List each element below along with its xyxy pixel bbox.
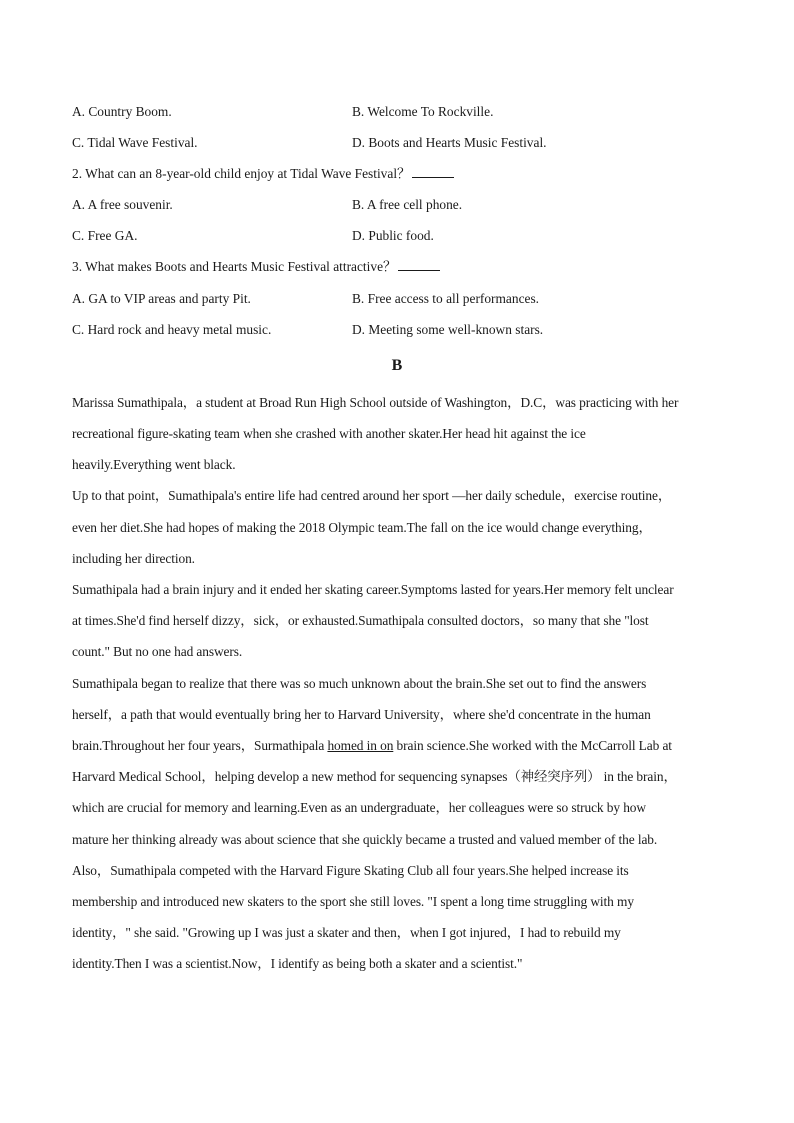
q2-option-b: B. A free cell phone. <box>352 197 463 212</box>
q3-option-a: A. GA to VIP areas and party Pit. <box>72 291 251 306</box>
q2-option-d: D. Public food. <box>352 228 434 243</box>
q2-options-row-2 <box>72 227 732 245</box>
passage-line: including her direction. <box>72 551 195 566</box>
passage-line: Marissa Sumathipala，a student at Broad Run High School outside of Washington，D.C，was practicing with her <box>72 395 679 410</box>
q1-option-a: A. Country Boom. <box>72 104 172 119</box>
passage-text: brain.Throughout her four years，Surmathipala <box>72 738 328 753</box>
q2-options-row-1 <box>72 196 732 214</box>
q3-stem-text: 3. What makes Boots and Hearts Music Festival attractive？ <box>72 259 397 274</box>
passage-line: count." But no one had answers. <box>72 644 243 659</box>
passage-line: heavily.Everything went black. <box>72 457 236 472</box>
passage-line: membership and introduced new skaters to the sport she still loves. "I spent a long time struggling with my <box>72 894 634 909</box>
answer-blank <box>412 165 454 178</box>
q1-option-d: D. Boots and Hearts Music Festival. <box>352 135 547 150</box>
passage-line: identity，" she said. "Growing up I was just a skater and then，when I got injured，I had to rebuild my <box>72 925 621 940</box>
q3-options-row-2 <box>72 321 732 339</box>
q3-options-row-1 <box>72 290 732 308</box>
passage-line: herself，a path that would eventually bring her to Harvard University，where she'd concentrate in the human <box>72 707 651 722</box>
passage-line: recreational figure-skating team when she crashed with another skater.Her head hit against the ice <box>72 426 586 441</box>
passage-line-with-underline <box>72 737 732 755</box>
q1-option-b: B. Welcome To Rockville. <box>352 104 494 119</box>
q1-options-row-1 <box>72 103 732 121</box>
underlined-phrase: homed in on <box>327 738 394 753</box>
passage-line: Up to that point，Sumathipala's entire life had centred around her sport —her daily schedule，exercise routine， <box>72 488 672 503</box>
passage-line: Also，Sumathipala competed with the Harvard Figure Skating Club all four years.She helped increase its <box>72 863 629 878</box>
q3-option-d: D. Meeting some well-known stars. <box>352 322 544 337</box>
passage-line: at times.She'd find herself dizzy，sick，or exhausted.Sumathipala consulted doctors，so many that she "lost <box>72 613 649 628</box>
q2-stem-text: 2. What can an 8-year-old child enjoy at Tidal Wave Festival？ <box>72 166 411 181</box>
q1-option-c: C. Tidal Wave Festival. <box>72 135 198 150</box>
passage-line: mature her thinking already was about science that she quickly became a trusted and valued member of the lab. <box>72 832 658 847</box>
q3-option-b: B. Free access to all performances. <box>352 291 540 306</box>
section-heading: B <box>391 357 403 374</box>
passage-text: brain science.She worked with the McCarroll Lab at <box>393 738 672 753</box>
passage-line: even her diet.She had hopes of making the 2018 Olympic team.The fall on the ice would change everything， <box>72 520 652 535</box>
passage-line: Harvard Medical School，helping develop a new method for sequencing synapses（神经突序列） in the brain， <box>72 769 677 784</box>
q2-stem <box>72 165 732 183</box>
passage-line: Sumathipala began to realize that there was so much unknown about the brain.She set out to find the answers <box>72 676 647 691</box>
passage-line: identity.Then I was a scientist.Now，I identify as being both a skater and a scientist." <box>72 956 523 971</box>
q2-option-a: A. A free souvenir. <box>72 197 173 212</box>
q1-options-row-2 <box>72 134 732 152</box>
passage-line: which are crucial for memory and learning.Even as an undergraduate，her colleagues were so struck by how <box>72 800 646 815</box>
passage-line: Sumathipala had a brain injury and it ended her skating career.Symptoms lasted for years.Her memory felt unclear <box>72 582 674 597</box>
q3-option-c: C. Hard rock and heavy metal music. <box>72 322 272 337</box>
q2-option-c: C. Free GA. <box>72 228 138 243</box>
q3-stem <box>72 258 732 276</box>
answer-blank <box>398 258 440 271</box>
